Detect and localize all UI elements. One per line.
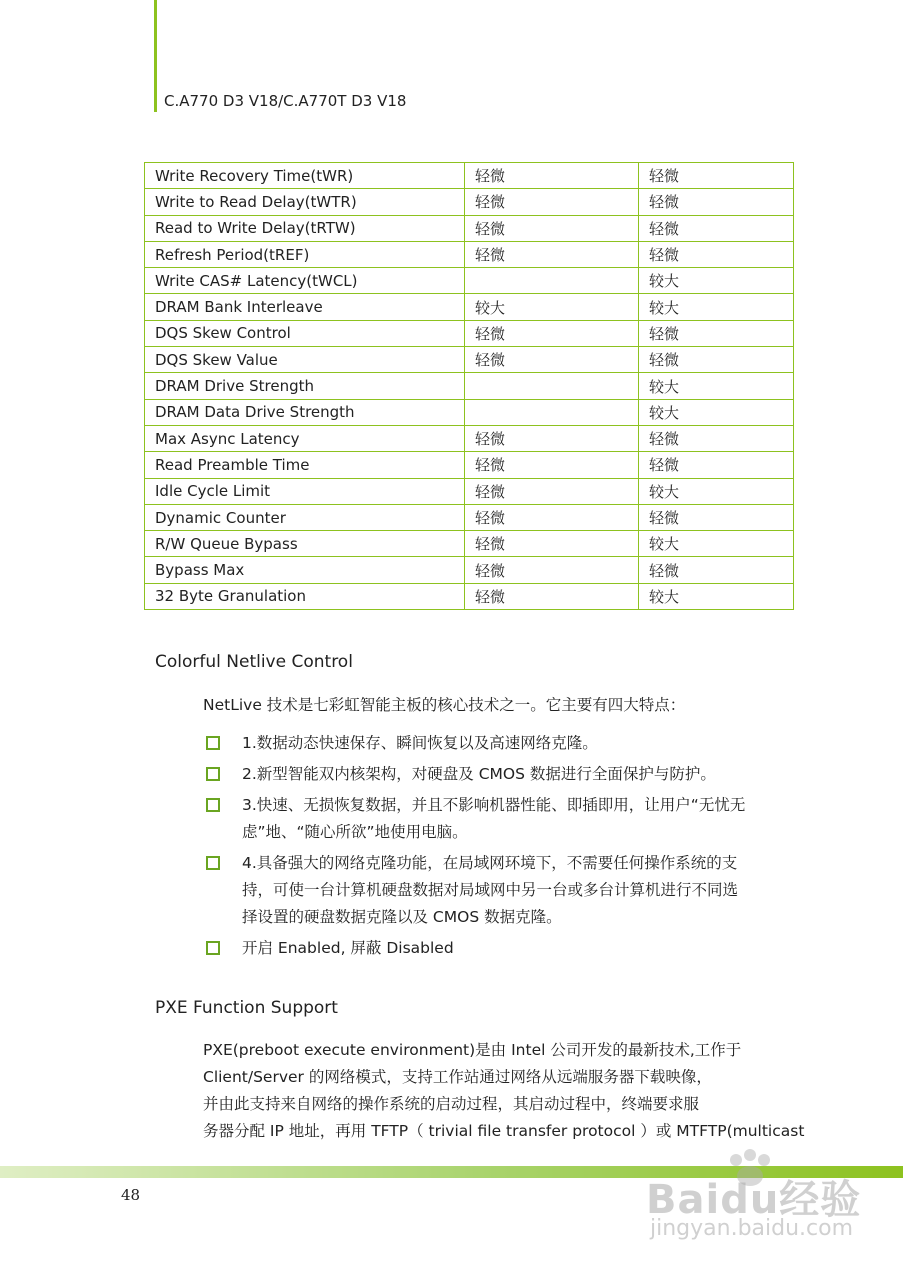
- parameter-name-cell: Idle Cycle Limit: [145, 478, 465, 504]
- impact-cell: 轻微: [639, 189, 794, 215]
- impact-cell: 较大: [639, 478, 794, 504]
- impact-cell: 轻微: [639, 163, 794, 189]
- pxe-line: PXE(preboot execute environment)是由 Intel 公司开发的最新技术,工作于: [203, 1041, 742, 1059]
- bullet-line: 1.数据动态快速保存、瞬间恢复以及高速网络克隆。: [242, 734, 598, 752]
- impact-cell: 轻微: [639, 215, 794, 241]
- parameter-name-cell: R/W Queue Bypass: [145, 531, 465, 557]
- parameter-name-cell: DRAM Drive Strength: [145, 373, 465, 399]
- pxe-paragraph: [203, 1037, 803, 1145]
- parameter-name-cell: Bypass Max: [145, 557, 465, 583]
- impact-cell: 轻微: [465, 531, 639, 557]
- pxe-line: 并由此支持来自网络的操作系统的启动过程，其启动过程中，终端要求服: [203, 1095, 700, 1113]
- impact-cell: [465, 268, 639, 294]
- parameter-name-cell: DQS Skew Control: [145, 320, 465, 346]
- table-row: [145, 425, 794, 451]
- impact-cell: 较大: [639, 531, 794, 557]
- parameter-name-cell: Read Preamble Time: [145, 452, 465, 478]
- parameter-name-cell: Max Async Latency: [145, 425, 465, 451]
- impact-cell: 轻微: [639, 557, 794, 583]
- parameter-name-cell: DQS Skew Value: [145, 347, 465, 373]
- impact-cell: 轻微: [639, 452, 794, 478]
- table-row: [145, 373, 794, 399]
- impact-cell: 轻微: [639, 504, 794, 530]
- pxe-line: Client/Server 的网络模式，支持工作站通过网络从远端服务器下载映像，: [203, 1068, 712, 1086]
- checkbox-icon: [206, 736, 220, 750]
- impact-cell: 轻微: [465, 163, 639, 189]
- bullet-line: 虑”地、“随心所欲”地使用电脑。: [242, 823, 468, 841]
- impact-cell: [465, 373, 639, 399]
- parameter-name-cell: DRAM Data Drive Strength: [145, 399, 465, 425]
- page-number: 48: [121, 1186, 141, 1204]
- impact-cell: 轻微: [465, 241, 639, 267]
- parameter-name-cell: Write Recovery Time(tWR): [145, 163, 465, 189]
- impact-cell: 轻微: [465, 478, 639, 504]
- table-row: [145, 557, 794, 583]
- baidu-watermark: [640, 1148, 870, 1258]
- impact-cell: 轻微: [465, 452, 639, 478]
- table-row: [145, 189, 794, 215]
- netlive-heading: Colorful Netlive Control: [155, 652, 353, 672]
- impact-cell: 轻微: [465, 557, 639, 583]
- checkbox-icon: [206, 941, 220, 955]
- bullet-line: 择设置的硬盘数据克隆以及 CMOS 数据克隆。: [242, 908, 562, 926]
- impact-cell: 轻微: [465, 425, 639, 451]
- checkbox-icon: [206, 767, 220, 781]
- table-row: [145, 215, 794, 241]
- bullet-line: 持，可使一台计算机硬盘数据对局域网中另一台或多台计算机进行不同选: [242, 881, 739, 899]
- table-row: [145, 163, 794, 189]
- checkbox-icon: [206, 856, 220, 870]
- model-header: C.A770 D3 V18/C.A770T D3 V18: [164, 92, 407, 110]
- parameter-name-cell: Read to Write Delay(tRTW): [145, 215, 465, 241]
- impact-cell: 较大: [639, 373, 794, 399]
- table-row: [145, 452, 794, 478]
- table-row: [145, 478, 794, 504]
- netlive-intro: NetLive 技术是七彩虹智能主板的核心技术之一。它主要有四大特点：: [203, 696, 686, 714]
- table-row: [145, 531, 794, 557]
- left-accent-rule: [154, 0, 157, 112]
- list-item: [206, 850, 806, 931]
- impact-cell: 轻微: [639, 425, 794, 451]
- table-row: [145, 504, 794, 530]
- parameter-name-cell: Write to Read Delay(tWTR): [145, 189, 465, 215]
- impact-cell: 较大: [639, 399, 794, 425]
- parameter-name-cell: Refresh Period(tREF): [145, 241, 465, 267]
- impact-cell: 轻微: [639, 320, 794, 346]
- impact-cell: 轻微: [465, 320, 639, 346]
- impact-cell: 较大: [465, 294, 639, 320]
- impact-cell: 轻微: [465, 347, 639, 373]
- impact-cell: 较大: [639, 583, 794, 609]
- parameter-name-cell: Write CAS# Latency(tWCL): [145, 268, 465, 294]
- pxe-heading: PXE Function Support: [155, 998, 338, 1018]
- impact-cell: 轻微: [465, 504, 639, 530]
- netlive-bullet-list: [206, 730, 806, 966]
- impact-cell: 轻微: [639, 241, 794, 267]
- pxe-line: 务器分配 IP 地址，再用 TFTP（ trivial file transfer protocol ）或 MTFTP(multicast: [203, 1122, 805, 1140]
- bullet-line: 3.快速、无损恢复数据，并且不影响机器性能、即插即用，让用户“无忧无: [242, 796, 746, 814]
- table-row: [145, 347, 794, 373]
- table-row: [145, 320, 794, 346]
- list-item: [206, 761, 806, 788]
- list-item: [206, 792, 806, 846]
- watermark-logo: Baidu经验: [646, 1177, 862, 1223]
- bullet-line: 4.具备强大的网络克隆功能，在局域网环境下，不需要任何操作系统的支: [242, 854, 738, 872]
- dram-parameter-table: [144, 162, 794, 610]
- impact-cell: 轻微: [465, 215, 639, 241]
- parameter-name-cell: Dynamic Counter: [145, 504, 465, 530]
- impact-cell: 轻微: [465, 583, 639, 609]
- parameter-name-cell: 32 Byte Granulation: [145, 583, 465, 609]
- checkbox-icon: [206, 798, 220, 812]
- list-item: [206, 935, 806, 962]
- bullet-line: 2.新型智能双内核架构，对硬盘及 CMOS 数据进行全面保护与防护。: [242, 765, 716, 783]
- table-row: [145, 268, 794, 294]
- parameter-name-cell: DRAM Bank Interleave: [145, 294, 465, 320]
- list-item: [206, 730, 806, 757]
- table-row: [145, 583, 794, 609]
- bullet-line: 开启 Enabled, 屏蔽 Disabled: [242, 939, 454, 957]
- impact-cell: 轻微: [639, 347, 794, 373]
- table-row: [145, 294, 794, 320]
- table-row: [145, 241, 794, 267]
- impact-cell: 较大: [639, 268, 794, 294]
- watermark-url: jingyan.baidu.com: [650, 1216, 854, 1241]
- table-row: [145, 399, 794, 425]
- impact-cell: [465, 399, 639, 425]
- impact-cell: 较大: [639, 294, 794, 320]
- impact-cell: 轻微: [465, 189, 639, 215]
